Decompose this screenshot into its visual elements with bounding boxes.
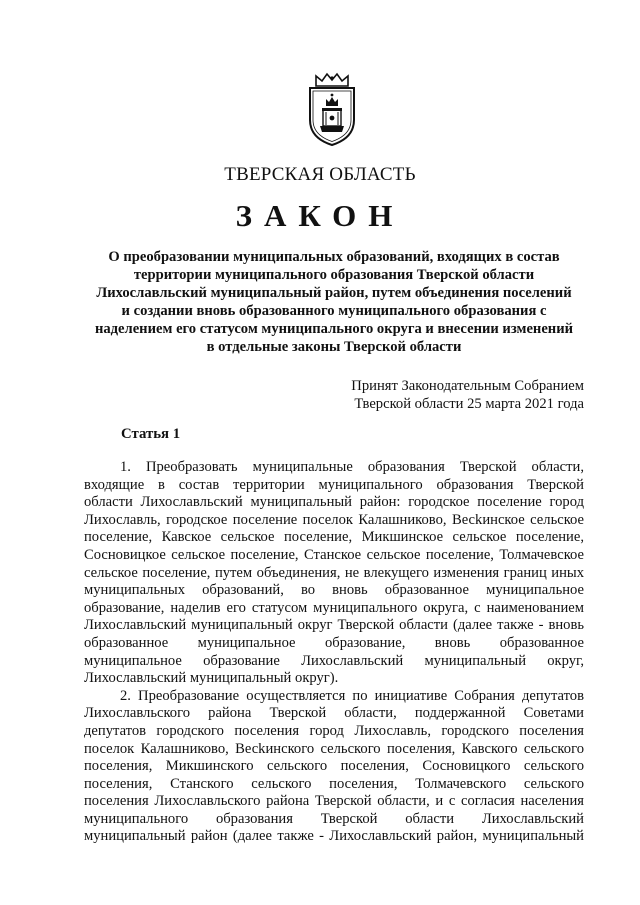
body-line: поселок Калашниково, Весkинского сельского поселения, Кавского сельского (84, 740, 584, 757)
law-title-line: наделением его статусом муниципального округа и внесении изменений (94, 321, 574, 337)
adoption-note-line: Принят Законодательным Собранием (351, 378, 584, 394)
body-line: Лихославль, городское поселение поселок Калашниково, Весkинское сельское (84, 511, 584, 528)
adoption-note (351, 377, 584, 413)
coat-of-arms-icon (302, 72, 362, 148)
body-line: муниципальных образований, во вновь образованное муниципальное (84, 582, 584, 599)
law-title (82, 248, 586, 356)
adoption-note-line: Тверской области 25 марта 2021 года (354, 396, 584, 412)
article-body (84, 459, 584, 846)
body-line: Лихославльский муниципальный округ Тверской области (далее также - вновь (84, 617, 584, 634)
body-line: депутатов городского поселения город Лихославль, городского поселения (84, 722, 584, 739)
body-line: поселения Лихославльского района Тверской области, и с согласия населения (84, 793, 584, 810)
law-title-line: в отдельные законы Тверской области (206, 339, 462, 355)
body-line: Лихославльский муниципальный округ). (84, 670, 339, 687)
body-line: 1. Преобразовать муниципальные образования Тверской области, (120, 459, 584, 475)
body-line: Лихославльского района Тверской области, поддержанной Советами (84, 705, 584, 722)
article-heading: Статья 1 (121, 426, 181, 442)
body-line: сельское поселение, путем объединения, не влекущего изменения границ иных (84, 564, 584, 581)
document-type-heading: ЗАКОН (235, 198, 405, 233)
body-line: муниципальное образование Лихославльский муниципальный округ, (84, 652, 584, 669)
body-line: области Лихославльский муниципальный район: городское поселение город (84, 494, 584, 511)
law-title-line: Лихославльский муниципальный район, путем объединения поселений (96, 285, 572, 301)
body-line: поселения, Станского сельского поселения, Толмачевского сельского (84, 775, 584, 792)
law-title-line: и создании вновь образованного муниципального образования с (121, 303, 547, 319)
body-line: образованное муниципальное образование, вновь образованное (84, 634, 584, 651)
body-line: муниципального образования Тверской области Лихославльский (84, 810, 584, 827)
body-line: 2. Преобразование осуществляется по инициативе Собрания депутатов (120, 687, 584, 704)
region-heading: ТВЕРСКАЯ ОБЛАСТЬ (224, 164, 416, 185)
body-line: поселения, Микшинского сельского поселения, Сосновицкого сельского (84, 758, 584, 775)
law-title-line: О преобразовании муниципальных образований, входящих в состав (108, 249, 560, 265)
body-line: поселение, Кавское сельское поселение, Микшинское сельское поселение, (84, 529, 584, 546)
body-line: образование, наделив его статусом муниципального округа, с наименованием (84, 599, 584, 616)
body-line: муниципальный район (далее также - Лихославльский район, муниципальный (84, 828, 584, 845)
body-line: Сосновицкое сельское поселение, Станское сельское поселение, Толмачевское (84, 546, 584, 563)
body-line: входящие в состав территории муниципального образования Тверской (84, 476, 584, 493)
law-title-line: территории муниципального образования Тверской области (133, 267, 535, 283)
